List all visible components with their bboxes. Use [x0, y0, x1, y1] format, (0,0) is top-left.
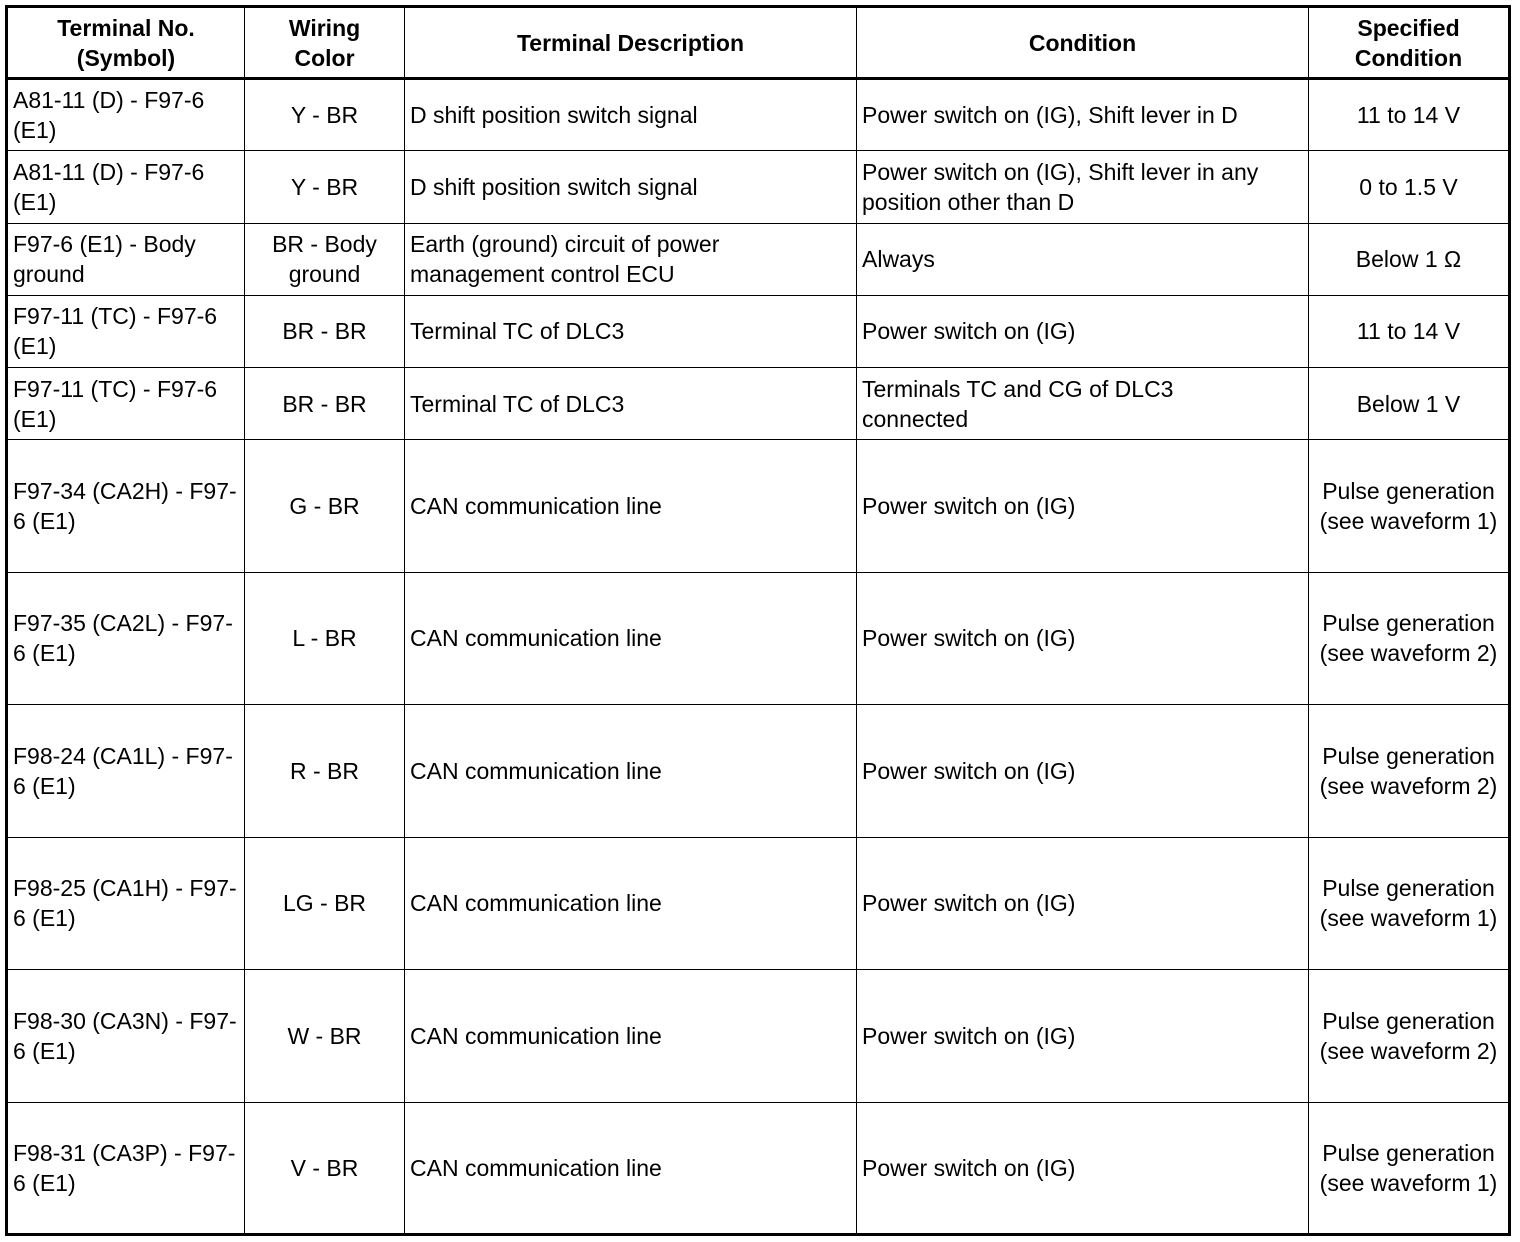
cell-terminal: F97-6 (E1) - Body ground	[7, 223, 245, 295]
cell-specified-condition: Pulse generation (see waveform 1)	[1309, 837, 1510, 969]
header-wiring-color: Wiring Color	[245, 7, 405, 79]
cell-condition: Power switch on (IG)	[857, 295, 1309, 367]
cell-specified-condition: Pulse generation (see waveform 1)	[1309, 1102, 1510, 1234]
header-terminal: Terminal No. (Symbol)	[7, 7, 245, 79]
cell-description: Terminal TC of DLC3	[405, 295, 857, 367]
cell-terminal: F98-31 (CA3P) - F97-6 (E1)	[7, 1102, 245, 1234]
cell-condition: Always	[857, 223, 1309, 295]
table-header	[7, 7, 1510, 79]
cell-wiring-color: W - BR	[245, 970, 405, 1102]
cell-description: D shift position switch signal	[405, 79, 857, 151]
cell-specified-condition: Pulse generation (see waveform 1)	[1309, 440, 1510, 572]
header-terminal-description: Terminal Description	[405, 7, 857, 79]
cell-specified-condition: Below 1 V	[1309, 368, 1510, 440]
cell-wiring-color: BR - Body ground	[245, 223, 405, 295]
table-row	[7, 151, 1510, 223]
cell-condition: Power switch on (IG), Shift lever in D	[857, 79, 1309, 151]
cell-terminal: F97-35 (CA2L) - F97-6 (E1)	[7, 572, 245, 704]
cell-wiring-color: V - BR	[245, 1102, 405, 1234]
table-body	[7, 79, 1510, 1235]
cell-wiring-color: Y - BR	[245, 79, 405, 151]
cell-specified-condition: 11 to 14 V	[1309, 295, 1510, 367]
cell-specified-condition: Pulse generation (see waveform 2)	[1309, 572, 1510, 704]
cell-condition: Terminals TC and CG of DLC3 connected	[857, 368, 1309, 440]
cell-terminal: A81-11 (D) - F97-6 (E1)	[7, 151, 245, 223]
cell-terminal: A81-11 (D) - F97-6 (E1)	[7, 79, 245, 151]
cell-specified-condition: 11 to 14 V	[1309, 79, 1510, 151]
table-row	[7, 1102, 1510, 1234]
terminal-spec-table	[5, 5, 1511, 1236]
cell-description: CAN communication line	[405, 1102, 857, 1234]
cell-wiring-color: Y - BR	[245, 151, 405, 223]
cell-specified-condition: Below 1 Ω	[1309, 223, 1510, 295]
cell-terminal: F97-11 (TC) - F97-6 (E1)	[7, 368, 245, 440]
table-row	[7, 572, 1510, 704]
cell-terminal: F98-30 (CA3N) - F97-6 (E1)	[7, 970, 245, 1102]
cell-wiring-color: G - BR	[245, 440, 405, 572]
cell-description: CAN communication line	[405, 705, 857, 837]
cell-specified-condition: Pulse generation (see waveform 2)	[1309, 970, 1510, 1102]
table-row	[7, 705, 1510, 837]
header-condition: Condition	[857, 7, 1309, 79]
cell-condition: Power switch on (IG)	[857, 837, 1309, 969]
cell-description: D shift position switch signal	[405, 151, 857, 223]
cell-wiring-color: LG - BR	[245, 837, 405, 969]
cell-condition: Power switch on (IG)	[857, 705, 1309, 837]
cell-terminal: F97-34 (CA2H) - F97-6 (E1)	[7, 440, 245, 572]
cell-description: CAN communication line	[405, 970, 857, 1102]
cell-condition: Power switch on (IG)	[857, 572, 1309, 704]
cell-description: Terminal TC of DLC3	[405, 368, 857, 440]
cell-condition: Power switch on (IG)	[857, 440, 1309, 572]
cell-wiring-color: L - BR	[245, 572, 405, 704]
cell-description: Earth (ground) circuit of power management control ECU	[405, 223, 857, 295]
table-row	[7, 368, 1510, 440]
cell-specified-condition: 0 to 1.5 V	[1309, 151, 1510, 223]
table-row	[7, 440, 1510, 572]
cell-wiring-color: R - BR	[245, 705, 405, 837]
cell-wiring-color: BR - BR	[245, 295, 405, 367]
table-row	[7, 223, 1510, 295]
table-row	[7, 79, 1510, 151]
cell-description: CAN communication line	[405, 440, 857, 572]
table-row	[7, 970, 1510, 1102]
header-specified-condition: Specified Condition	[1309, 7, 1510, 79]
cell-terminal: F97-11 (TC) - F97-6 (E1)	[7, 295, 245, 367]
table-row	[7, 837, 1510, 969]
cell-terminal: F98-24 (CA1L) - F97-6 (E1)	[7, 705, 245, 837]
cell-description: CAN communication line	[405, 572, 857, 704]
cell-description: CAN communication line	[405, 837, 857, 969]
cell-terminal: F98-25 (CA1H) - F97-6 (E1)	[7, 837, 245, 969]
table-row	[7, 295, 1510, 367]
cell-condition: Power switch on (IG), Shift lever in any position other than D	[857, 151, 1309, 223]
cell-condition: Power switch on (IG)	[857, 970, 1309, 1102]
header-row	[7, 7, 1510, 79]
cell-wiring-color: BR - BR	[245, 368, 405, 440]
cell-condition: Power switch on (IG)	[857, 1102, 1309, 1234]
cell-specified-condition: Pulse generation (see waveform 2)	[1309, 705, 1510, 837]
